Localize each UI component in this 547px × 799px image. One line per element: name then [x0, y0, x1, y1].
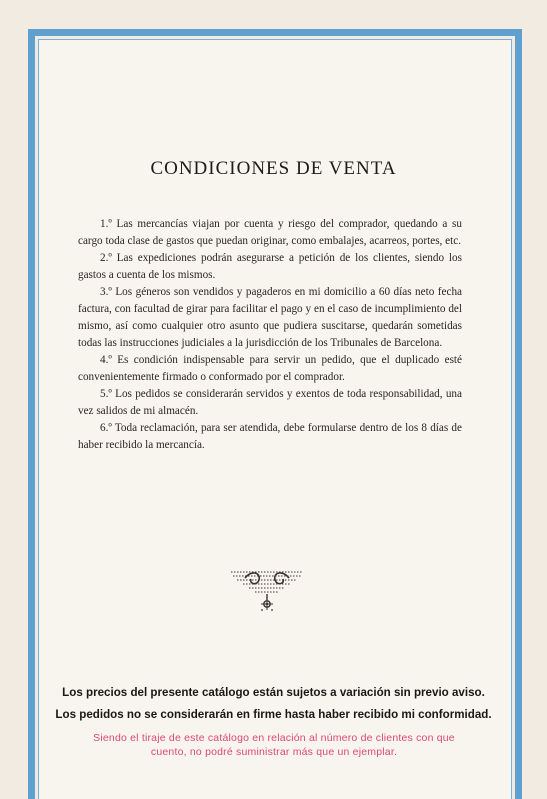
condition-3: 3.º Los géneros son vendidos y pagaderos en mi domicilio a 60 días neto fecha factura, con facultad de girar para facilitar el pago y en el caso de incumplimiento del mismo, así como cualquier otro asunto que pudiera suscitarse, quedarán sometidas todas las instrucciones judiciales a la jurisdicción de los Tribunales de Barcelona. [78, 286, 462, 349]
page-title: CONDICIONES DE VENTA [150, 158, 397, 179]
price-notice: Los precios del presente catálogo están sujetos a variación sin previo aviso. [62, 686, 485, 699]
condition-1: 1.º Las mercancías viajan por cuenta y riesgo del comprador, quedando a su cargo toda clase de gastos que puedan originar, como embalajes, acarreos, portes, etc. [78, 218, 462, 247]
catalog-footnote: Siendo el tiraje de este catálogo en relación al número de clientes con que cuento, no podré suministrar más que un ejemplar. [93, 732, 455, 758]
order-notice: Los pedidos no se considerarán en firme hasta haber recibido mi conformidad. [55, 708, 492, 721]
conditions-list [78, 216, 462, 454]
condition-5: 5.º Los pedidos se considerarán servidos y exentos de toda responsabilidad, una vez salidos de mi almacén. [78, 388, 462, 417]
condition-6: 6.º Toda reclamación, para ser atendida, debe formularse dentro de los 8 días de haber recibido la mercancía. [78, 422, 462, 451]
condition-4: 4.º Es condición indispensable para servir un pedido, que el duplicado esté convenientemente firmado o conformado por el comprador. [78, 354, 462, 383]
decorative-fleuron-icon [229, 566, 305, 616]
condition-2: 2.º Las expediciones podrán asegurarse a petición de los clientes, siendo los gastos a cuenta de los mismos. [78, 252, 462, 281]
